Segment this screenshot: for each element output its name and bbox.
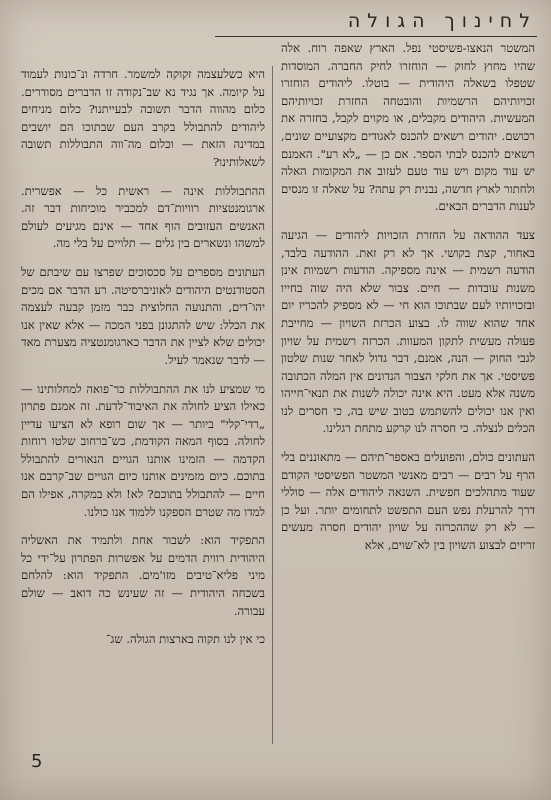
paragraph: ההתבוללות אינה — ראשית כל — אפשרית. ארגומנטציות רוויות־דם למכביר מוכיחות דבר זה. האנשים העזובים הוף אחד — אינם מגיעים לעולם למשהו ונשארים בין גלים — תלויים על בלי מה. [21,183,265,251]
paragraph: היא כשלעצמה זקוקה למשמר. חרדה ונ־כונות לעמוד על קיומה. אך נגיד נא שב־נקודה זו הדברים מסודרים. כלום מהווה הדבר תשובה לבעייתנו? כלום מניחים ליהודים להתבולל בקרב העם שבתוכו הם יושבים במדינה הזאת — וכלום מה־ווה התבוללות תשובה לשאלותינו? [21,67,265,169]
right-column [281,40,535,555]
page-number: 5 [31,751,43,772]
paragraph: העתונים מספרים על סכסוכים שפרצו עם שיבתם של הסטודנטים היהודים לאוניברסיטה. רע הדבר אם מכים יהו־דים, והתנועה החלוצית כבר מזמן קבעה לעצמה את הכלל: שיש להתגונן בפני המכה — אלא שאין אנו יכולים שלא לציין את הדבר כארגומנטציה מצערת מאד — לדבר שנאמר לעיל. [21,264,265,367]
paragraph: העתונים כולם, והפועלים באספר־תיהם — מתאוננים בלי הרף על רבים — רבים מאנשי המשטר הפשיסטי הקודם שעוד מתהלכים חפשית. השנאה ליהודים אלה — סוללי דרך להרעלת נפש העם התפשט לתחומים יותר. ועל כן — לא רק שההכרזה על שויון יהודים חסרה מעשים זריזים לבצוע השויון בין לא־שוים, אלא [281,450,535,553]
title-underline [215,36,537,37]
paragraph: צעד ההודאה על החזרת הזכויות ליהודים — הגיעה באחור, קצת בקושי. אך לא רק זאת. ההודעה בלבד, הודעה רשמית — אינה מספיקה. הודעות רשמיות אינן משנות עובדות — חיים. צבור שלא היה שוה בחייו ובזכויותיו לעם שבתוכו הוא חי — לא מספיק להכריז יום אחד שהוא שווה לו. בצוע הכרזת השויון — מחייבת פעולה מעשית לתקון המעוות. הכרזה רשמית על שויון לגבי החוק — הנה, אמנם, דבר גדול לאחר שנות שלטון פשיסטי. אך את חלקי הצבור הנדונים אין המלה הכתובה משנה אלא מעט. היא אינה יכולה לשנות את תנאי־חייהו ואין אנו יכולים להשתמש בטוב שיש בה, כי חסרים לנו הכלים לנצלה. כי חסרה לנו קרקע מתחת רגלינו. [281,227,535,436]
page-title: לחינוך הגולה [347,10,537,32]
paragraph: המשטר הנאצו-פשיסטי נפל. הארץ שאפה רוח. אלה שהיו מחוץ לחוק — הוחזרו לחיק החברה. המוסדות שטפלו בשאלה היהודית — בוטלו. ליהודים הוחזרו זכויותיהם הרשמיות והובטחה החזרת זכויותיהם המעשיות. היהודים מקבלים, או מקוים לקבל, בחזרה את רכושם. יהודים רשאים להכנס לאגודים מקצועיים שונים, רשאים להכנס לבתי הספר. אם כן — „לא רע". האמנם יש עוד מקום ויש עוד טעם לעזוב את המקומות האלה ולחתור לארץ חדשה, נבנית רק עתה? על שאלה זו מנסים לענות הדברים הבאים. [281,41,535,214]
paragraph: מי שמציע לנו את ההתבוללות כר־פואה למחלותינו — כאילו הציע לחולה את האיבוד־לדעת. זה אמנם פתרון „רדי־קלי" ביותר — אך שום רופא לא הציעו עדיין לחולה. בסוף המאה הקודמת, כש־ברחוב שלטו רוחות הקדמה — הזמינו אותנו הגויים הנאורים להתבולל בתוכם. כיום מזמינים אותנו כיום הגויים שב־קרבם אנו חיים — להתבולל בתוכם? לא! ולא במקרה, אפילו הם למדו מה שטרם הספקנו ללמוד אנו כולנו. [21,381,265,519]
left-column [21,66,265,649]
column-divider [272,66,273,744]
paragraph: התפקיד הוא: לשבור אחת ולתמיד את האשליה היהודית רווית הדמים על אפשרות הפתרון על־ידי כל מיני פליא־טיבים מזו'מים. התפקיד הוא: להלחם בשכחה היהודית — זה שעינש כה דואב — שולם עבורה. [21,533,265,618]
paragraph: כי אין לנו תקוה בארצות הגולה. שג־ [106,632,265,647]
